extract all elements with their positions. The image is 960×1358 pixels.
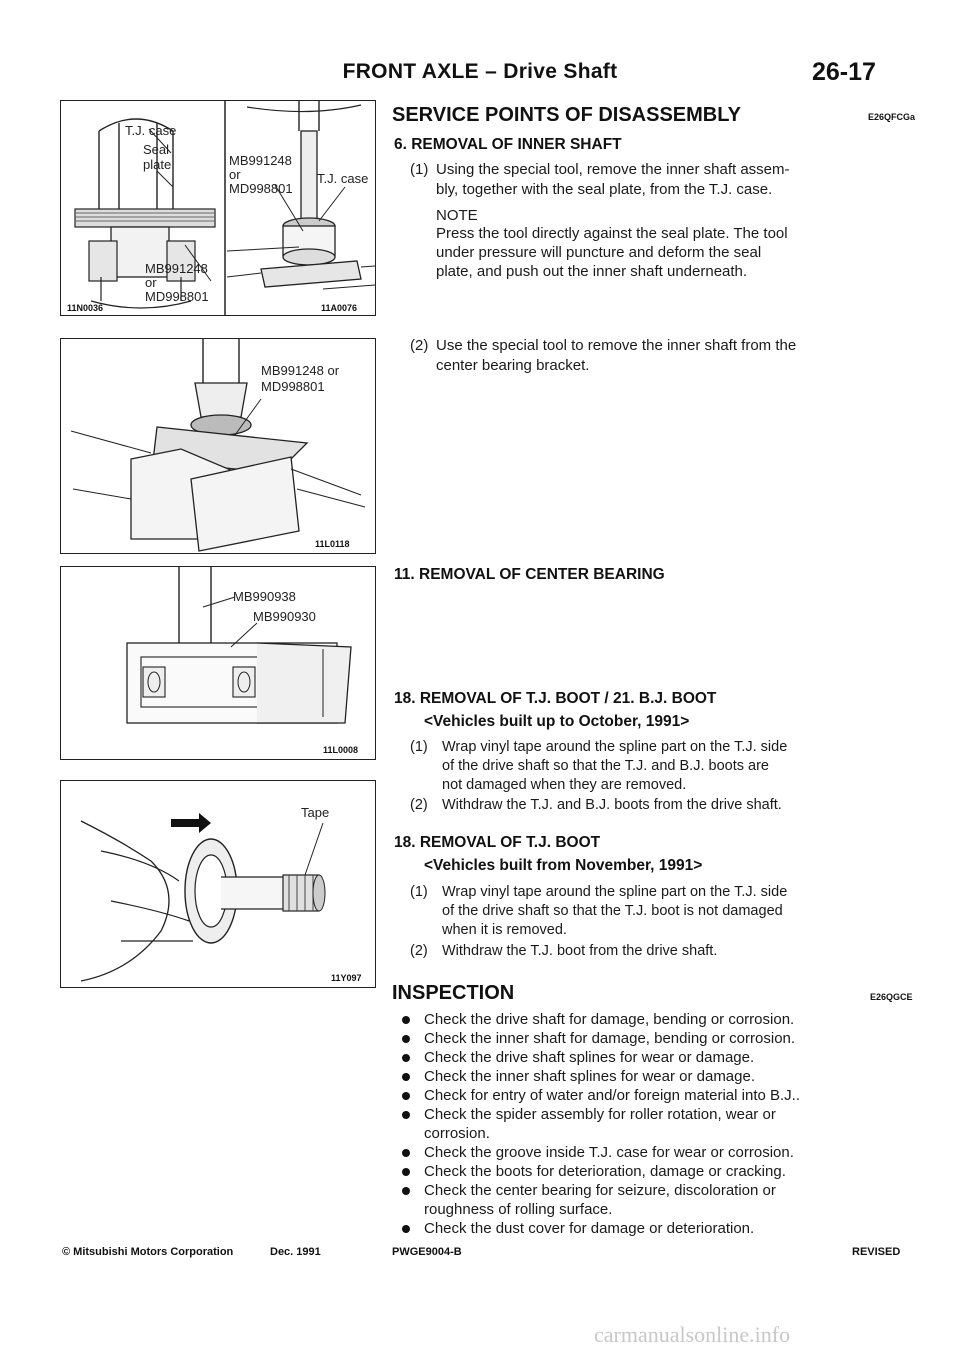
step-number: (1)	[410, 161, 429, 178]
bullet-icon	[402, 1054, 410, 1062]
label-or: or	[145, 275, 157, 290]
subsection-title: 18. REMOVAL OF T.J. BOOT / 21. B.J. BOOT	[394, 690, 717, 707]
note-text: plate, and push out the inner shaft underneath.	[436, 263, 748, 280]
bullet-icon	[402, 1111, 410, 1119]
list-item-text: Check the groove inside T.J. case for wear or corrosion.	[424, 1144, 794, 1161]
bullet-icon	[402, 1225, 410, 1233]
list-item	[402, 1048, 922, 1067]
figure-center-bracket-press	[60, 338, 376, 554]
label-tool: MB990930	[253, 609, 316, 624]
label-tool-b: MD998801	[145, 289, 209, 304]
step-text: Use the special tool to remove the inner shaft from the	[436, 337, 797, 354]
step-text: center bearing bracket.	[436, 357, 590, 374]
list-item	[402, 1105, 922, 1143]
label-tool-a: MB991248	[145, 261, 208, 276]
note-text: Press the tool directly against the seal plate. The tool	[436, 225, 788, 242]
step-number: (2)	[410, 943, 428, 959]
figure-inner-shaft-removal	[60, 100, 376, 316]
figure-code: 11N0036	[67, 303, 104, 313]
subsection-title: 18. REMOVAL OF T.J. BOOT	[394, 834, 601, 851]
figure-code: 11Y097	[331, 973, 362, 983]
label-seal: Seal	[143, 142, 170, 157]
label-tape: Tape	[301, 805, 330, 820]
step-number: (2)	[410, 337, 429, 354]
vehicle-scope: <Vehicles built from November, 1991>	[424, 857, 703, 874]
figure-tape-wrap	[60, 780, 376, 988]
list-item-text: Check the dust cover for damage or deterioration.	[424, 1220, 755, 1237]
arrow-right-icon	[171, 813, 211, 833]
bullet-icon	[402, 1016, 410, 1024]
list-item	[402, 1029, 922, 1048]
label-tool: MB990938	[233, 589, 296, 604]
step-text: of the drive shaft so that the T.J. boot is not damaged	[442, 903, 783, 919]
step-text: when it is removed.	[442, 922, 567, 938]
list-item-text: Check the drive shaft for damage, bending or corrosion.	[424, 1011, 795, 1028]
label-tool-a: MB991248	[229, 153, 292, 168]
list-item	[402, 1086, 922, 1105]
list-item-text: Check the drive shaft splines for wear or damage.	[424, 1049, 755, 1066]
figure-code: 11A0076	[321, 303, 358, 313]
figure-center-bearing-removal	[60, 566, 376, 760]
footer-revised: REVISED	[852, 1246, 901, 1258]
list-item	[402, 1067, 922, 1086]
figure-code: 11L0118	[315, 539, 350, 549]
note-title: NOTE	[436, 207, 478, 224]
list-item-text: Check the inner shaft for damage, bending or corrosion.	[424, 1030, 796, 1047]
step-text: of the drive shaft so that the T.J. and B.J. boots are	[442, 758, 769, 774]
label-tj-case: T.J. case	[317, 171, 369, 186]
label-or: or	[229, 167, 241, 182]
step-text: Wrap vinyl tape around the spline part on the T.J. side	[442, 884, 788, 900]
list-item	[402, 1010, 922, 1029]
list-item-text: Check for entry of water and/or foreign material into B.J..	[424, 1087, 801, 1104]
list-item	[402, 1219, 922, 1238]
bullet-icon	[402, 1187, 410, 1195]
section-title-service-points: SERVICE POINTS OF DISASSEMBLY	[392, 104, 741, 126]
bullet-icon	[402, 1035, 410, 1043]
label-tool: MD998801	[261, 379, 325, 394]
bullet-icon	[402, 1092, 410, 1100]
step-number: (1)	[410, 884, 428, 900]
list-item-text: Check the inner shaft splines for wear or damage.	[424, 1068, 756, 1085]
step-text: bly, together with the seal plate, from the T.J. case.	[436, 181, 773, 198]
section-code: E26QFCGa	[868, 112, 916, 122]
list-item-text: roughness of rolling surface.	[424, 1201, 613, 1218]
note-text: under pressure will puncture and deform the seal	[436, 244, 762, 261]
page-number: 26-17	[812, 58, 876, 86]
list-item	[402, 1181, 922, 1219]
subsection-title: 6. REMOVAL OF INNER SHAFT	[394, 136, 622, 153]
bullet-icon	[402, 1149, 410, 1157]
label-tool: MB991248 or	[261, 363, 340, 378]
list-item	[402, 1162, 922, 1181]
section-code: E26QGCE	[870, 992, 913, 1002]
step-text: Using the special tool, remove the inner shaft assem-	[436, 161, 790, 178]
list-item-text: corrosion.	[424, 1125, 490, 1142]
list-item	[402, 1143, 922, 1162]
step-number: (1)	[410, 739, 428, 755]
footer-date: Dec. 1991	[270, 1246, 321, 1258]
label-tool-b: MD998801	[229, 181, 293, 196]
step-text: not damaged when they are removed.	[442, 777, 687, 793]
figure-code: 11L0008	[323, 745, 359, 755]
footer-doc-code: PWGE9004-B	[392, 1246, 462, 1258]
watermark: carmanualsonline.info	[594, 1322, 791, 1347]
subsection-title: 11. REMOVAL OF CENTER BEARING	[394, 566, 665, 583]
label-tj-case: T.J. case	[125, 123, 177, 138]
step-text: Wrap vinyl tape around the spline part on the T.J. side	[442, 739, 788, 755]
list-item-text: Check the center bearing for seizure, discoloration or	[424, 1182, 776, 1199]
step-text: Withdraw the T.J. boot from the drive shaft.	[442, 943, 718, 959]
step-number: (2)	[410, 797, 428, 813]
bullet-icon	[402, 1168, 410, 1176]
vehicle-scope: <Vehicles built up to October, 1991>	[424, 713, 690, 730]
list-item-text: Check the spider assembly for roller rotation, wear or	[424, 1106, 776, 1123]
figure-1-illustration	[61, 101, 375, 315]
list-item-text: Check the boots for deterioration, damage or cracking.	[424, 1163, 786, 1180]
section-title-inspection: INSPECTION	[392, 982, 515, 1004]
label-plate: plate	[143, 157, 172, 172]
figure-3-illustration	[61, 567, 375, 759]
bullet-icon	[402, 1073, 410, 1081]
page-header-title: FRONT AXLE – Drive Shaft	[342, 60, 618, 83]
footer-copyright: © Mitsubishi Motors Corporation	[62, 1246, 234, 1258]
step-text: Withdraw the T.J. and B.J. boots from the drive shaft.	[442, 797, 782, 813]
